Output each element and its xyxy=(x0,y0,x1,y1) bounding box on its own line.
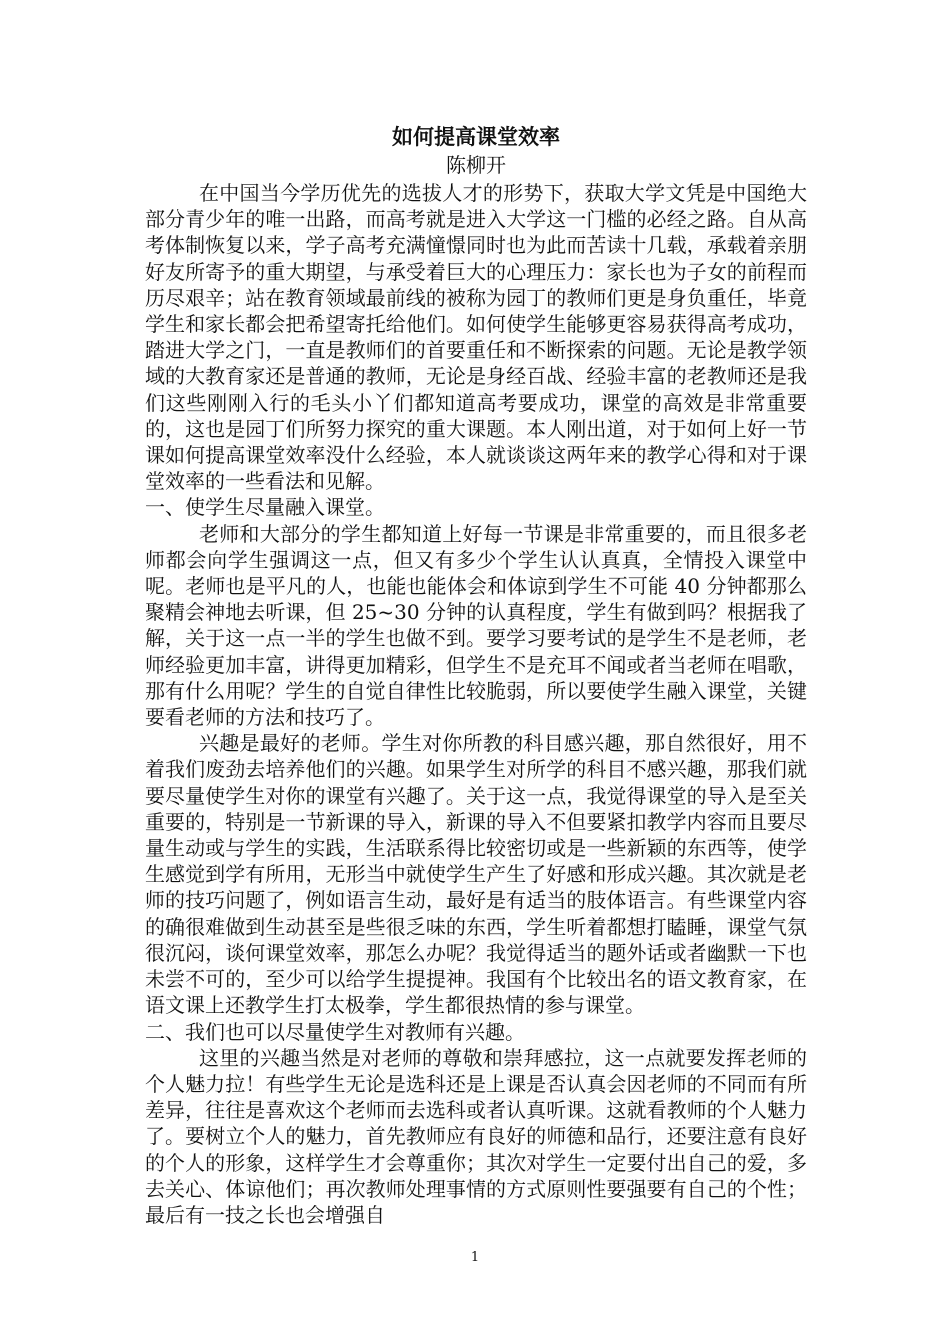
document-body xyxy=(145,122,807,1228)
section-heading-1: 一、使学生尽量融入课堂。 xyxy=(145,495,385,520)
paragraph-section2-a: 这里的兴趣当然是对老师的尊敬和崇拜感拉，这一点就要发挥老师的个人魅力拉！有些学生无论是选科还是上课是否认真会因老师的不同而有所差异，往往是喜欢这个老师而去选科或者认真听课。这就看教师的个人魅力了。要树立个人的魅力，首先教师应有良好的师德和品行，还要注意有良好的个人的形象，这样学生才会尊重你；其次对学生一定要付出自己的爱，多去关心、体谅他们；再次教师处理事情的方式原则性要强要有自己的个性；最后有一技之长也会增强自 xyxy=(145,1045,807,1227)
section-heading-2: 二、我们也可以尽量使学生对教师有兴趣。 xyxy=(145,1019,525,1044)
author-name: 陈柳开 xyxy=(446,153,506,177)
page-number: 1 xyxy=(470,1250,480,1265)
paragraph-section1-a: 老师和大部分的学生都知道上好每一节课是非常重要的，而且很多老师都会向学生强调这一点，但又有多少个学生认认真真，全情投入课堂中呢。老师也是平凡的人，也能也能体会和体谅到学生不可能 40 分钟都那么聚精会神地去听课，但 25~30 分钟的认真程度，学生有做到吗？根据我了解，关于这一点一半的学生也做不到。要学习要考试的是学生不是老师，老师经验更加丰富，讲得更加精彩，但学生不是充耳不闻或者当老师在唱歌，那有什么用呢？学生的自觉自律性比较脆弱，所以要使学生融入课堂，关键要看老师的方法和技巧了。 xyxy=(145,521,807,730)
paragraph-intro: 在中国当今学历优先的选拔人才的形势下，获取大学文凭是中国绝大部分青少年的唯一出路，而高考就是进入大学这一门槛的必经之路。自从高考体制恢复以来，学子高考充满憧憬同时也为此而苦读十几载，承载着亲朋好友所寄予的重大期望，与承受着巨大的心理压力：家长也为子女的前程而历尽艰辛；站在教育领域最前线的被称为园丁的教师们更是身负重任，毕竟学生和家长都会把希望寄托给他们。如何使学生能够更容易获得高考成功，踏进大学之门，一直是教师们的首要重任和不断探索的问题。无论是教学领域的大教育家还是普通的教师，无论是身经百战、经验丰富的老教师还是我们这些刚刚入行的毛头小丫们都知道高考要成功，课堂的高效是非常重要的，这也是园丁们所努力探究的重大课题。本人刚出道，对于如何上好一节课如何提高课堂效率没什么经验，本人就谈谈这两年来的教学心得和对于课堂效率的一些看法和见解。 xyxy=(145,181,807,494)
page-title: 如何提高课堂效率 xyxy=(392,124,560,149)
paragraph-section1-b: 兴趣是最好的老师。学生对你所教的科目感兴趣，那自然很好，用不着我们废劲去培养他们的兴趣。如果学生对所学的科目不感兴趣，那我们就要尽量使学生对你的课堂有兴趣了。关于这一点，我觉得课堂的导入是至关重要的，特别是一节新课的导入，新课的导入不但要紧扣教学内容而且要尽量生动或与学生的实践，生活联系得比较密切或是一些新颖的东西等，使学生感觉到学有所用，无形当中就使学生产生了好感和形成兴趣。其次就是老师的技巧问题了，例如语言生动，最好是有适当的肢体语言。有些课堂内容的确很难做到生动甚至是些很乏味的东西，学生听着都想打瞌睡，课堂气氛很沉闷，谈何课堂效率，那怎么办呢？我觉得适当的题外话或者幽默一下也未尝不可的，至少可以给学生提提神。我国有个比较出名的语文教育家，在语文课上还教学生打太极拳，学生都很热情的参与课堂。 xyxy=(145,731,807,1018)
